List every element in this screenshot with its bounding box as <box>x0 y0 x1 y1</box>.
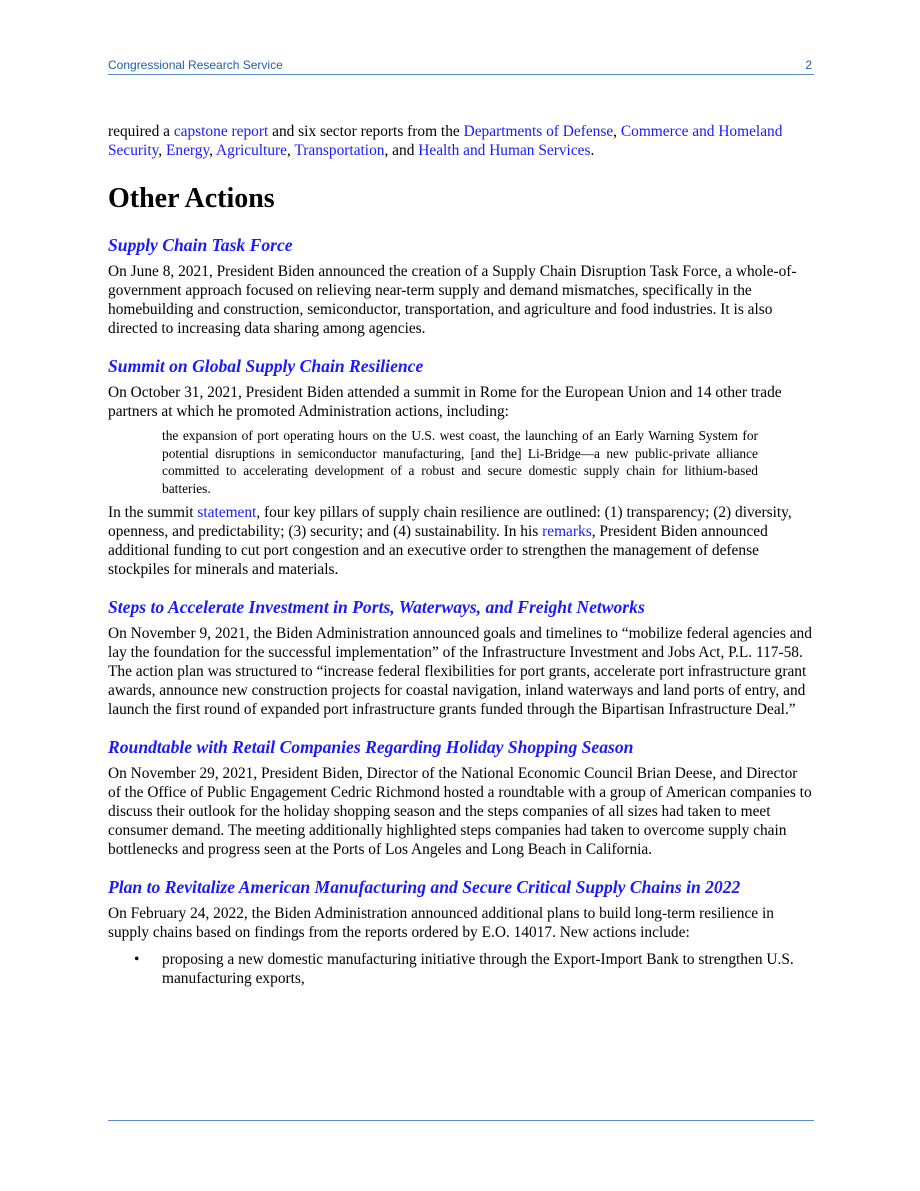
list-item <box>108 950 814 988</box>
ports-heading: Steps to Accelerate Investment in Ports, Waterways, and Freight Networks <box>108 597 645 617</box>
summit-text: , four key pillars of supply chain resilience are outlined: (1) transparency; (2) diversity, openness, and predictability; (3) security; and (4) sustainability. In his <box>108 504 792 540</box>
statement-link[interactable]: statement <box>197 504 257 521</box>
intro-text: , <box>209 142 217 159</box>
energy-link[interactable]: Energy <box>166 142 210 159</box>
page-number: 2 <box>805 58 812 72</box>
agriculture-link[interactable]: Agriculture <box>216 142 287 159</box>
capstone-report-link[interactable]: capstone report <box>173 123 269 140</box>
hhs-link[interactable]: Health and Human Services <box>418 142 591 159</box>
task-force-heading: Supply Chain Task Force <box>108 235 293 255</box>
intro-text: , and <box>384 142 419 159</box>
remarks-link[interactable]: remarks <box>542 523 592 540</box>
header-org-name: Congressional Research Service <box>108 58 283 72</box>
task-force-paragraph: On June 8, 2021, President Biden announced the creation of a Supply Chain Disruption Task Force, a whole-of-government approach focused on relieving near-term supply and demand mismatches, specifically in the homebuilding and construction, semiconductor, transportation, and agriculture and food industries. It is also directed to increasing data sharing among agencies. <box>108 263 797 337</box>
document-body <box>108 122 814 988</box>
defense-link[interactable]: Departments of Defense <box>463 123 614 140</box>
section-title: Other Actions <box>108 183 275 214</box>
retail-paragraph: On November 29, 2021, President Biden, Director of the National Economic Council Brian Deese, and Director of the Office of Public Engagement Cedric Richmond hosted a roundtable with a group of American companies to discuss their outlook for the holiday shopping season and the steps companies of all sizes had taken to meet consumer demand. The meeting additionally highlighted steps companies had taken to overcome supply chain bottlenecks and progress seen at the Ports of Los Angeles and Long Beach in California. <box>108 765 812 858</box>
page-header <box>108 58 814 75</box>
summit-paragraph: On October 31, 2021, President Biden attended a summit in Rome for the European Union and 14 other trade partners at which he promoted Administration actions, including: <box>108 384 782 420</box>
bullet-icon: • <box>134 951 140 968</box>
commerce-homeland-link[interactable]: Commerce and Homeland Security <box>108 123 783 159</box>
intro-text: , <box>613 123 621 140</box>
ports-paragraph: On November 9, 2021, the Biden Administration announced goals and timelines to “mobilize federal agencies and lay the foundation for the successful implementation” of the Infrastructure Investment and Jobs Act, P.L. 117-58. The action plan was structured to “increase federal flexibilities for port grants, accelerate port infrastructure grant awards, announce new construction projects for coastal navigation, inland waterways and land ports of entry, and launch the first round of expanded port infrastructure grants funded through the Bipartisan Infrastructure Deal.” <box>108 625 812 718</box>
footer-rule <box>108 1120 814 1121</box>
summit-text: , President Biden announced additional funding to cut port congestion and an executive order to strengthen the management of defense stockpiles for minerals and materials. <box>108 523 768 578</box>
intro-text: required a <box>108 123 174 140</box>
plan-paragraph: On February 24, 2022, the Biden Administration announced additional plans to build long-term resilience in supply chains based on findings from the reports ordered by E.O. 14017. New actions include: <box>108 905 774 941</box>
plan-heading: Plan to Revitalize American Manufacturing and Secure Critical Supply Chains in 2022 <box>108 877 741 897</box>
intro-text: . <box>590 142 595 159</box>
intro-text: and six sector reports from the <box>268 123 464 140</box>
transportation-link[interactable]: Transportation <box>294 142 385 159</box>
list-item-text: proposing a new domestic manufacturing initiative through the Export-Import Bank to strengthen U.S. manufacturing exports, <box>162 951 794 987</box>
intro-text: , <box>158 142 166 159</box>
block-quote: the expansion of port operating hours on the U.S. west coast, the launching of an Early Warning System for potential disruptions in semiconductor manufacturing, [and the] Li-Bridge—a new public-private alliance committed to accelerating development of a robust and secure domestic supply chain for lithium-based batteries. <box>162 428 758 496</box>
retail-heading: Roundtable with Retail Companies Regarding Holiday Shopping Season <box>108 737 634 757</box>
intro-text: , <box>286 142 295 159</box>
summit-heading: Summit on Global Supply Chain Resilience <box>108 356 424 376</box>
summit-statement-paragraph <box>108 503 814 579</box>
intro-paragraph <box>108 122 814 160</box>
summit-text: In the summit <box>108 504 198 521</box>
